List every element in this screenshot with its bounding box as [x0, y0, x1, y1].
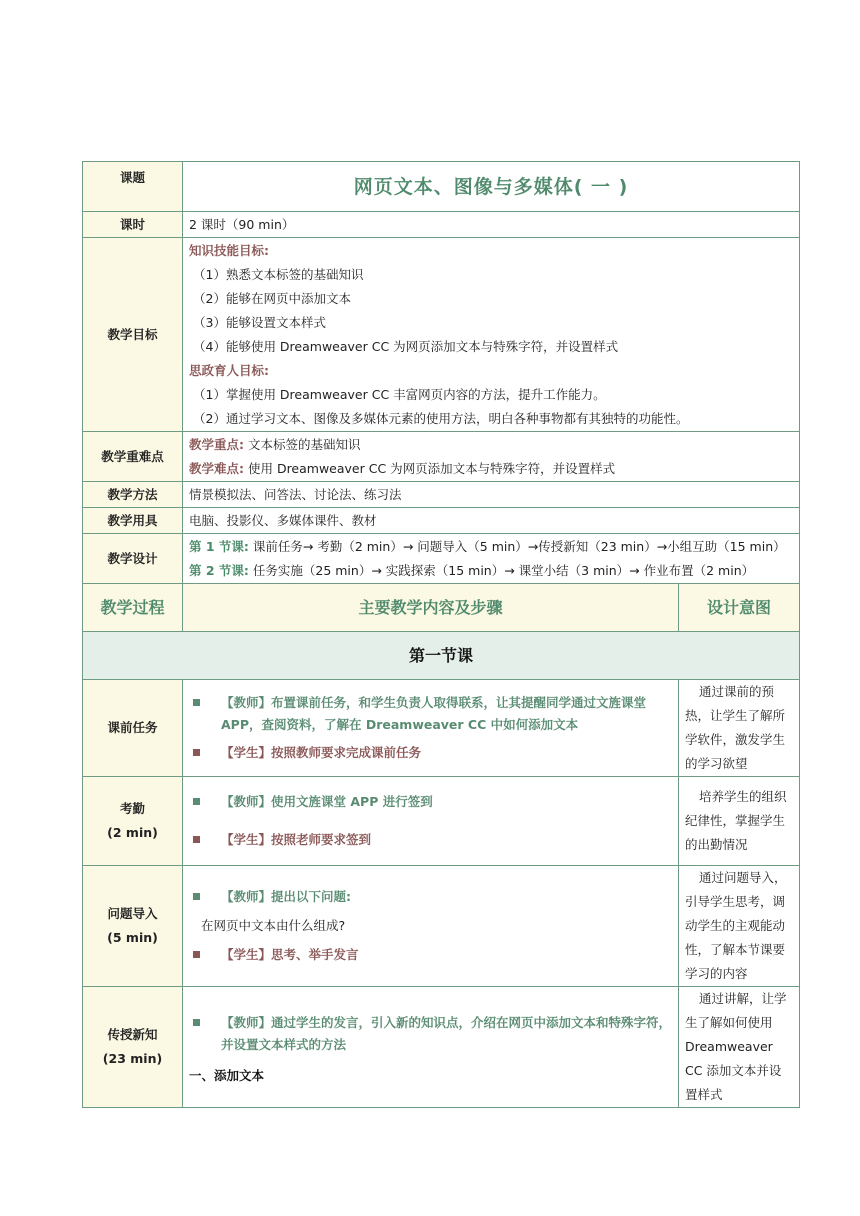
student-text: 【学生】按照老师要求签到 — [221, 832, 372, 847]
process-header: 教学过程 — [83, 584, 183, 632]
student-item — [189, 944, 672, 966]
knowledge-goal-title: 知识技能目标: — [189, 242, 269, 258]
hours-value: 2 课时（90 min） — [183, 212, 800, 238]
square-bullet-icon — [193, 893, 200, 900]
knowledge-goal-item: （1）熟悉文本标签的基础知识 — [193, 266, 364, 282]
goals-content — [183, 238, 800, 432]
step-name: 考勤 — [119, 801, 145, 816]
knowledge-goal-item: （2）能够在网页中添加文本 — [193, 290, 351, 306]
subheading: 一、添加文本 — [189, 1068, 265, 1083]
student-text: 【学生】按照教师要求完成课前任务 — [221, 745, 422, 760]
teacher-text: 【教师】通过学生的发言，引入新的知识点，介绍在网页中添加文本和特殊字符，并设置文本样式的方法 — [221, 1015, 672, 1052]
lesson1-flow: 课前任务→ 考勤（2 min）→ 问题导入（5 min）→传授新知（23 min）→小组互助（15 min） — [248, 538, 786, 554]
step-label — [83, 866, 183, 987]
lesson-title: 网页文本、图像与多媒体( 一 ) — [183, 162, 800, 212]
student-item — [189, 742, 672, 764]
step-time: (23 min) — [102, 1051, 163, 1066]
lesson1-label: 第 1 节课: — [189, 538, 249, 554]
step-name: 传授新知 — [107, 1027, 158, 1042]
content-header: 主要教学内容及步骤 — [183, 584, 679, 632]
square-bullet-icon — [193, 951, 200, 958]
step-content — [183, 866, 679, 987]
step-content — [183, 777, 679, 866]
step-name: 课前任务 — [107, 720, 158, 735]
lesson-plan-table — [82, 161, 800, 1108]
focus-label: 教学重点: — [189, 436, 244, 452]
design-intent: 培养学生的组织纪律性，掌握学生的出勤情况 — [679, 777, 800, 866]
square-bullet-icon — [193, 1019, 200, 1026]
method-value: 情景模拟法、问答法、讨论法、练习法 — [183, 482, 800, 508]
ideology-goal-item: （2）通过学习文本、图像及多媒体元素的使用方法，明白各种事物都有其独特的功能性。 — [193, 410, 689, 426]
step-label — [83, 777, 183, 866]
keypoints-content — [183, 432, 800, 482]
step-content — [183, 680, 679, 777]
design-intent: 通过问题导入，引导学生思考，调动学生的主观能动性，了解本节课要学习的内容 — [679, 866, 800, 987]
step-name: 问题导入 — [107, 906, 158, 921]
tools-label: 教学用具 — [83, 508, 183, 534]
teacher-item — [189, 692, 672, 736]
topic-label: 课题 — [83, 162, 183, 212]
lesson2-label: 第 2 节课: — [189, 562, 249, 578]
focus-value: 文本标签的基础知识 — [244, 436, 361, 452]
teacher-text: 【教师】使用文旌课堂 APP 进行签到 — [221, 794, 433, 809]
step-time: (2 min) — [107, 825, 158, 840]
intent-header: 设计意图 — [679, 584, 800, 632]
step-label — [83, 987, 183, 1108]
hours-label: 课时 — [83, 212, 183, 238]
teacher-item — [189, 1012, 672, 1056]
student-item — [189, 829, 672, 851]
knowledge-goal-item: （3）能够设置文本样式 — [193, 314, 326, 330]
student-text: 【学生】思考、举手发言 — [221, 947, 359, 962]
design-intent: 通过讲解，让学生了解如何使用 Dreamweaver CC 添加文本并设置样式 — [679, 987, 800, 1108]
method-label: 教学方法 — [83, 482, 183, 508]
square-bullet-icon — [193, 699, 200, 706]
teacher-text: 【教师】布置课前任务，和学生负责人取得联系，让其提醒同学通过文旌课堂 APP，查阅资料，了解在 Dreamweaver CC 中如何添加文本 — [221, 695, 647, 732]
difficulty-label: 教学难点: — [189, 460, 244, 476]
section-title: 第一节课 — [83, 632, 800, 680]
square-bullet-icon — [193, 798, 200, 805]
teacher-item — [189, 791, 672, 813]
design-content — [183, 534, 800, 584]
step-content — [183, 987, 679, 1108]
teacher-text: 【教师】提出以下问题: — [221, 889, 351, 904]
design-label: 教学设计 — [83, 534, 183, 584]
ideology-goal-title: 思政育人目标: — [189, 362, 269, 378]
teacher-item — [189, 886, 672, 908]
goals-label: 教学目标 — [83, 238, 183, 432]
keypoints-label: 教学重难点 — [83, 432, 183, 482]
design-intent: 通过课前的预热，让学生了解所学软件，激发学生的学习欲望 — [679, 680, 800, 777]
step-time: (5 min) — [107, 930, 158, 945]
step-label — [83, 680, 183, 777]
square-bullet-icon — [193, 836, 200, 843]
knowledge-goal-item: （4）能够使用 Dreamweaver CC 为网页添加文本与特殊字符，并设置样式 — [193, 338, 619, 354]
question-text: 在网页中文本由什么组成? — [201, 918, 346, 933]
square-bullet-icon — [193, 749, 200, 756]
difficulty-value: 使用 Dreamweaver CC 为网页添加文本与特殊字符，并设置样式 — [244, 460, 616, 476]
ideology-goal-item: （1）掌握使用 Dreamweaver CC 丰富网页内容的方法，提升工作能力。 — [193, 386, 606, 402]
tools-value: 电脑、投影仪、多媒体课件、教材 — [183, 508, 800, 534]
lesson2-flow: 任务实施（25 min）→ 实践探索（15 min）→ 课堂小结（3 min）→ 作业布置（2 min） — [248, 562, 755, 578]
